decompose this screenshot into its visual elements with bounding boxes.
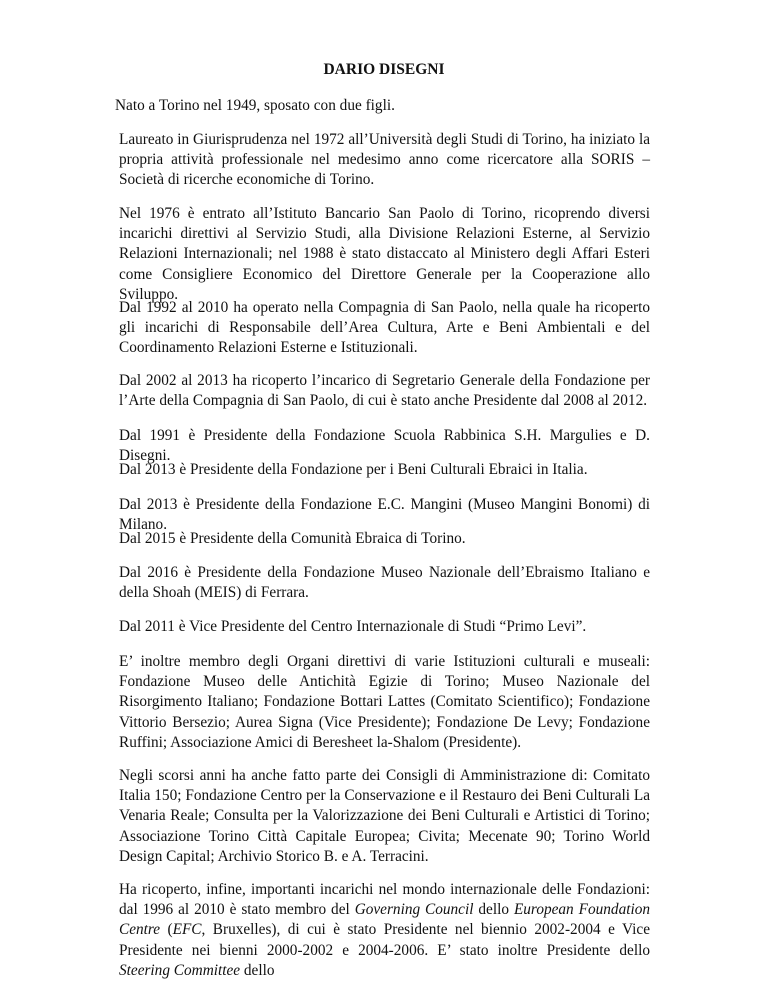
text-segment: dello: [240, 961, 275, 979]
text-segment: (: [160, 921, 173, 939]
paragraph-scuola-rabbinica: Dal 1991 è Presidente della Fondazione Scuola Rabbinica S.H. Margulies e D. Disegni.: [119, 427, 650, 465]
text-segment: , Bruxelles), di cui è stato Presidente nel biennio 2002-2004 e Vice Presidente nei bienni 2000-2002 e 2004-2006. E’ stato inoltre Presidente dello: [119, 921, 650, 959]
paragraph-meis: Dal 2016 è Presidente della Fondazione Museo Nazionale dell’Ebraismo Italiano e della Shoah (MEIS) di Ferrara.: [119, 564, 650, 602]
italic-text: Governing Council: [354, 901, 474, 919]
document-title: DARIO DISEGNI: [323, 61, 445, 78]
paragraph-fondazione-arte: Dal 2002 al 2013 ha ricoperto l’incarico di Segretario Generale della Fondazione per l’Arte della Compagnia di San Paolo, di cui è stato anche Presidente dal 2008 al 2012.: [119, 372, 650, 410]
text-segment: dello: [473, 901, 514, 919]
paragraph-organi-direttivi: E’ inoltre membro degli Organi direttivi di varie Istituzioni culturali e museali: Fondazione Museo delle Antichità Egizie di Torino; Museo Nazionale del Risorgimento Italiano; Fondazione Bottari Lattes (Comitato Scientifico); Fondazione Vittorio Bersezio; Aurea Signa (Vice Presidente); Fondazione De Levy; Fondazione Ruffini; Associazione Amici di Beresheet la-Shalom (Presidente).: [119, 653, 650, 751]
paragraph-fondazioni-internazionali: [119, 880, 650, 981]
paragraph-comunita-ebraica: Dal 2015 è Presidente della Comunità Ebraica di Torino.: [119, 530, 466, 547]
paragraph-mangini: Dal 2013 è Presidente della Fondazione E.C. Mangini (Museo Mangini Bonomi) di Milano.: [119, 496, 650, 534]
italic-text: EFC: [172, 921, 202, 939]
paragraph-consigli-amministrazione: Negli scorsi anni ha anche fatto parte dei Consigli di Amministrazione di: Comitato Italia 150; Fondazione Centro per la Conservazione e il Restauro dei Beni Culturali La Venaria Reale; Consulta per la Valorizzazione dei Beni Culturali e Artistici di Torino; Associazione Torino Città Capitale Europea; Civita; Mecenate 90; Torino World Design Capital; Archivio Storico B. e A. Terracini.: [119, 767, 650, 865]
paragraph-san-paolo-bank: Nel 1976 è entrato all’Istituto Bancario San Paolo di Torino, ricoprendo diversi incarichi direttivi al Servizio Studi, alla Divisione Relazioni Esterne, al Servizio Relazioni Internazionali; nel 1988 è stato distaccato al Ministero degli Affari Esteri come Consigliere Economico del Direttore Generale per la Cooperazione allo Sviluppo.: [119, 205, 650, 303]
paragraph-compagnia: Dal 1992 al 2010 ha operato nella Compagnia di San Paolo, nella quale ha ricoperto gli incarichi di Responsabile dell’Area Cultura, Arte e Beni Ambientali e del Coordinamento Relazioni Esterne e Istituzionali.: [119, 299, 650, 357]
paragraph-education: Laureato in Giurisprudenza nel 1972 all’Università degli Studi di Torino, ha iniziato la propria attività professionale nel medesimo anno come ricercatore alla SORIS – Società di ricerche economiche di Torino.: [119, 131, 650, 189]
text-segment: Ha ricoperto, infine, importanti incarichi nel mondo internazionale delle Fondazioni: dal 1996 al 2010 è stato membro del: [119, 881, 650, 919]
italic-text: European Foundation Centre: [119, 901, 651, 939]
italic-text: Steering Committee: [119, 961, 241, 979]
paragraph-birth: Nato a Torino nel 1949, sposato con due figli.: [115, 97, 395, 114]
paragraph-beni-culturali-ebraici: Dal 2013 è Presidente della Fondazione per i Beni Culturali Ebraici in Italia.: [119, 461, 588, 478]
paragraph-primo-levi: Dal 2011 è Vice Presidente del Centro Internazionale di Studi “Primo Levi”.: [119, 618, 587, 635]
